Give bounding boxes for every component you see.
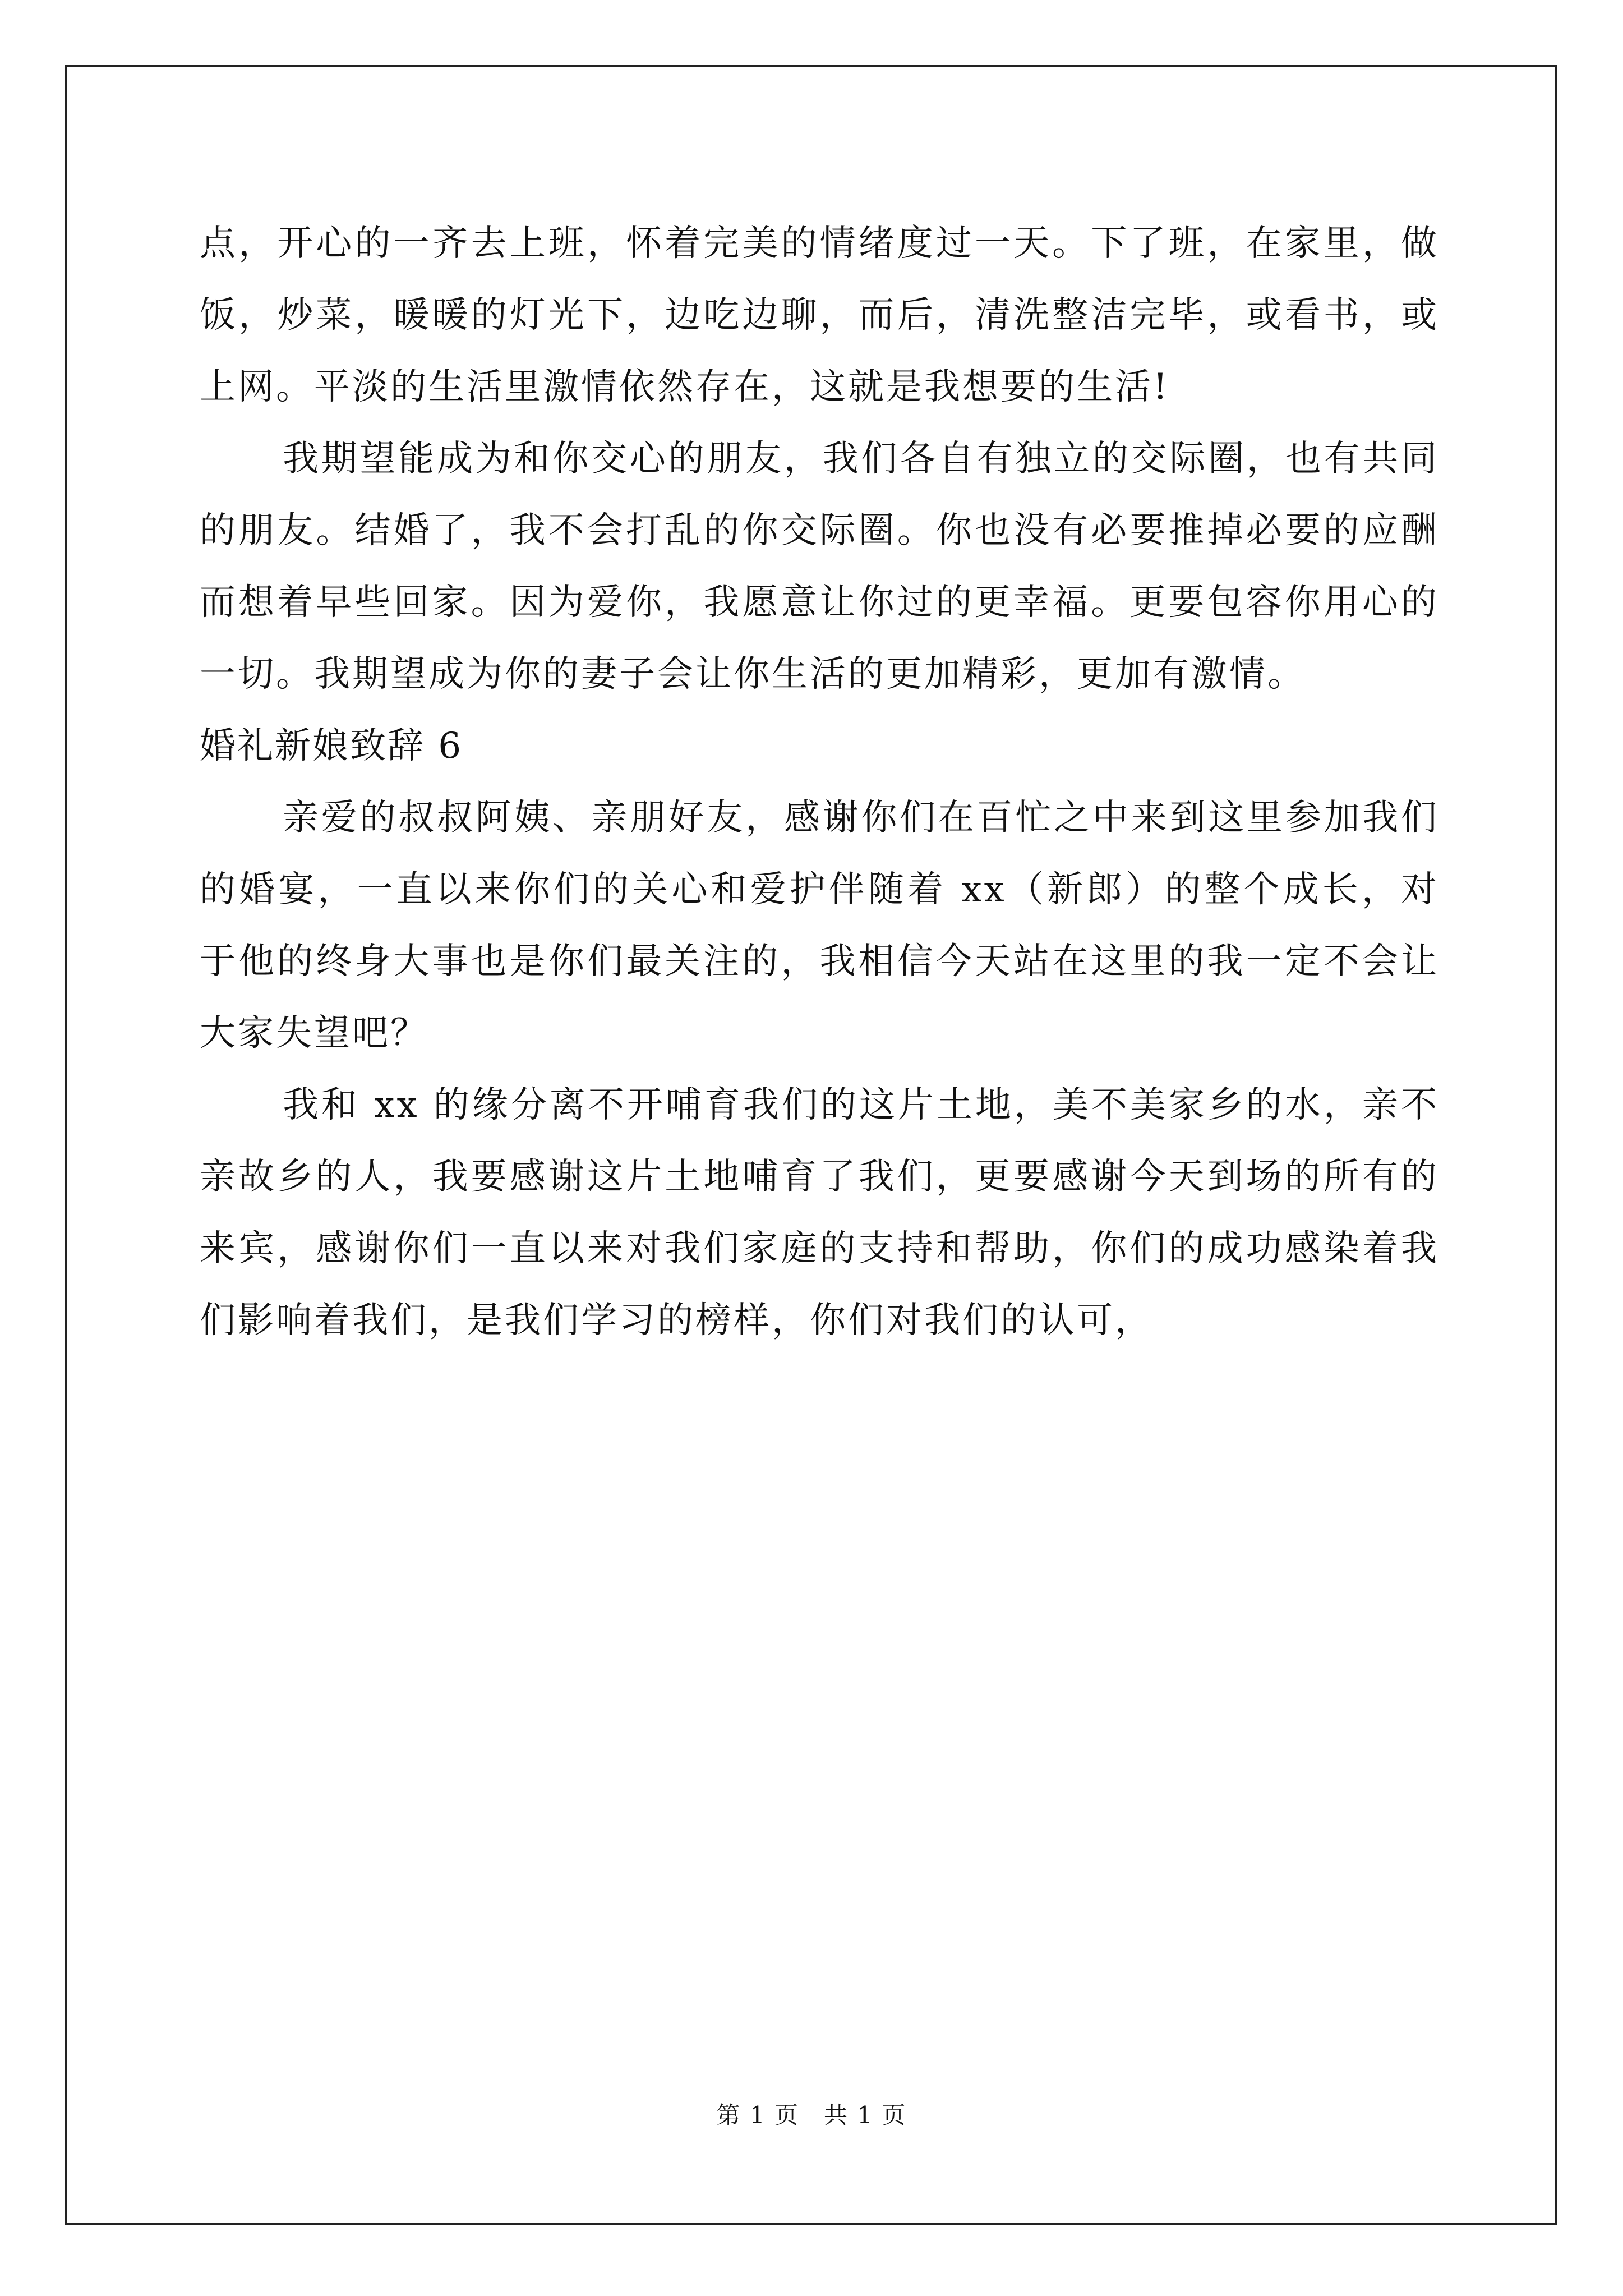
- paragraph-1: 点，开心的一齐去上班，怀着完美的情绪度过一天。下了班，在家里，做饭，炒菜，暖暖的灯光下，边吃边聊，而后，清洗整洁完毕，或看书，或上网。平淡的生活里激情依然存在，这就是我想要的生活!: [200, 223, 1439, 408]
- paragraph-2: 我期望能成为和你交心的朋友，我们各自有独立的交际圈，也有共同的朋友。结婚了，我不会打乱的你交际圈。你也没有必要推掉必要的应酬而想着早些回家。因为爱你，我愿意让你过的更幸福。更要包容你用心的一切。我期望成为你的妻子会让你生活的更加精彩，更加有激情。: [200, 438, 1439, 695]
- document-body: [200, 208, 1439, 1356]
- page-footer: 第 1 页 共 1 页: [716, 2101, 907, 2129]
- paragraph-3: 亲爱的叔叔阿姨、亲朋好友，感谢你们在百忙之中来到这里参加我们的婚宴，一直以来你们的关心和爱护伴随着 xx（新郎）的整个成长，对于他的终身大事也是你们最关注的，我相信今天站在这里的我一定不会让大家失望吧？: [200, 797, 1439, 1054]
- section-heading: 婚礼新娘致辞 6: [200, 725, 463, 767]
- paragraph-4: 我和 xx 的缘分离不开哺育我们的这片土地，美不美家乡的水，亲不亲故乡的人，我要感谢这片土地哺育了我们，更要感谢今天到场的所有的来宾，感谢你们一直以来对我们家庭的支持和帮助，你们的成功感染着我们影响着我们，是我们学习的榜样，你们对我们的认可，: [200, 1084, 1439, 1341]
